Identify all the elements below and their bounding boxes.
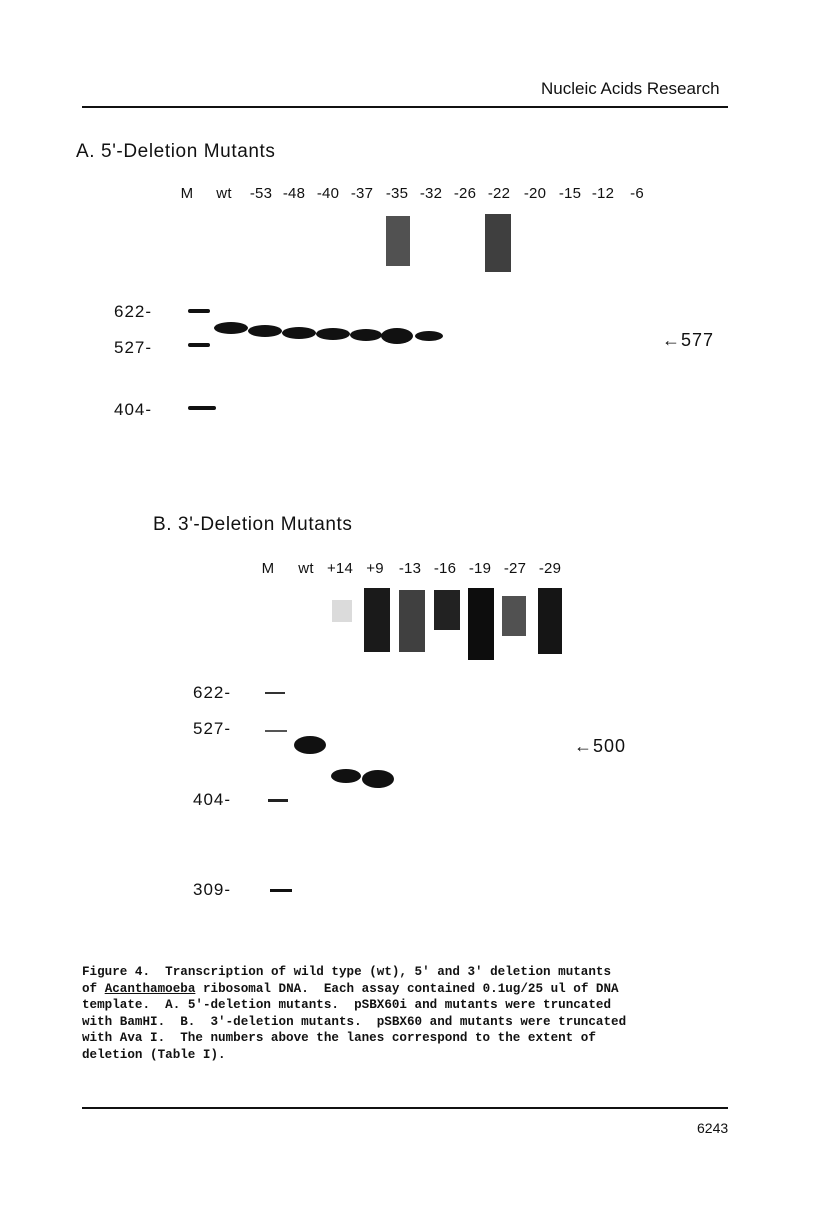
band-a-48 (282, 327, 316, 339)
lane-label: -13 (398, 560, 422, 577)
lane-label: -40 (316, 185, 340, 202)
smear-a-35 (386, 216, 410, 266)
band-a-wt (214, 322, 248, 334)
lane-label: -15 (558, 185, 582, 202)
smear-b-29 (538, 588, 562, 654)
caption-figure-label: Figure 4. (82, 965, 151, 979)
marker-band-a-622 (188, 309, 210, 313)
smear-b-19 (468, 588, 494, 660)
lane-label: wt (298, 560, 314, 577)
band-size-label-a: ←577 (662, 330, 715, 350)
lane-label: -27 (503, 560, 527, 577)
caption-text: 3'-deletion mutants. pSBX60 and mutants were truncated with Ava I. The numbers above the lanes correspond to the extent of deletion (Table I). (82, 1014, 627, 1062)
caption-panel-a-label: A. (165, 998, 181, 1012)
band-b-wt (294, 736, 326, 754)
band-a-40 (316, 328, 350, 340)
marker-label-622: 622- (114, 302, 153, 321)
band-b-9 (362, 770, 394, 788)
marker-label-622: 622- (193, 683, 232, 702)
band-a-32 (415, 331, 443, 341)
lane-label: -53 (249, 185, 273, 202)
band-b-14 (331, 769, 361, 783)
caption-text: ribosomal DNA. Each assay contained 0.1ug/25 ul of DNA template. (82, 981, 619, 1012)
band-a-35 (381, 328, 413, 344)
marker-label-404: 404- (193, 790, 232, 809)
marker-label-527: 527- (193, 719, 232, 738)
lane-label: +9 (366, 560, 384, 577)
caption-text: 5'-deletion mutants. pSBX60i and mutants were truncated with BamHI. (82, 998, 612, 1029)
smear-b-27 (502, 596, 526, 636)
lane-label: -35 (385, 185, 409, 202)
journal-name: Nucleic Acids Research (541, 79, 720, 98)
lane-label: wt (216, 185, 232, 202)
lane-label: -19 (468, 560, 492, 577)
smear-b-9 (364, 588, 390, 652)
footer-rule (82, 1107, 728, 1109)
lane-label: M (261, 560, 275, 577)
band-a-37 (350, 329, 382, 341)
arrow-left-icon: ← (662, 330, 681, 350)
panel-b-title: B. 3'-Deletion Mutants (153, 514, 353, 535)
lane-label: -29 (538, 560, 562, 577)
caption-text: Transcription of wild type (wt), 5' and 3' deletion mutants of (82, 965, 612, 996)
marker-band-b-309 (270, 889, 292, 892)
lane-label: -6 (630, 185, 644, 202)
arrow-left-icon: ← (574, 736, 593, 756)
panel-a-title: A. 5'-Deletion Mutants (76, 141, 276, 162)
lane-label: -37 (350, 185, 374, 202)
smear-b-13 (399, 590, 425, 652)
smear-b-16 (434, 590, 460, 630)
marker-band-b-622 (265, 692, 285, 694)
lane-label: +14 (326, 560, 354, 577)
caption-organism: Acanthamoeba (104, 981, 196, 996)
lane-label: -20 (523, 185, 547, 202)
smear-a-22 (485, 214, 511, 272)
marker-band-a-527 (188, 343, 210, 347)
caption-panel-b-label: B. (180, 1014, 196, 1029)
band-a-53 (248, 325, 282, 337)
marker-band-b-527 (265, 730, 287, 732)
marker-label-309: 309- (193, 880, 232, 899)
lane-label: -22 (487, 185, 511, 202)
marker-label-404: 404- (114, 400, 153, 419)
lane-label: -16 (433, 560, 457, 577)
marker-label-527: 527- (114, 338, 153, 357)
lane-label: -48 (282, 185, 306, 202)
marker-band-b-404 (268, 799, 288, 802)
lane-label: M (180, 185, 194, 202)
page-number: 6243 (697, 1120, 729, 1136)
smear-b-14 (332, 600, 352, 622)
lane-label: -32 (419, 185, 443, 202)
marker-band-a-404 (188, 406, 216, 410)
figure-caption (82, 964, 722, 1063)
lane-label: -26 (453, 185, 477, 202)
lane-label: -12 (591, 185, 615, 202)
band-size-label-b: ←500 (574, 736, 627, 756)
